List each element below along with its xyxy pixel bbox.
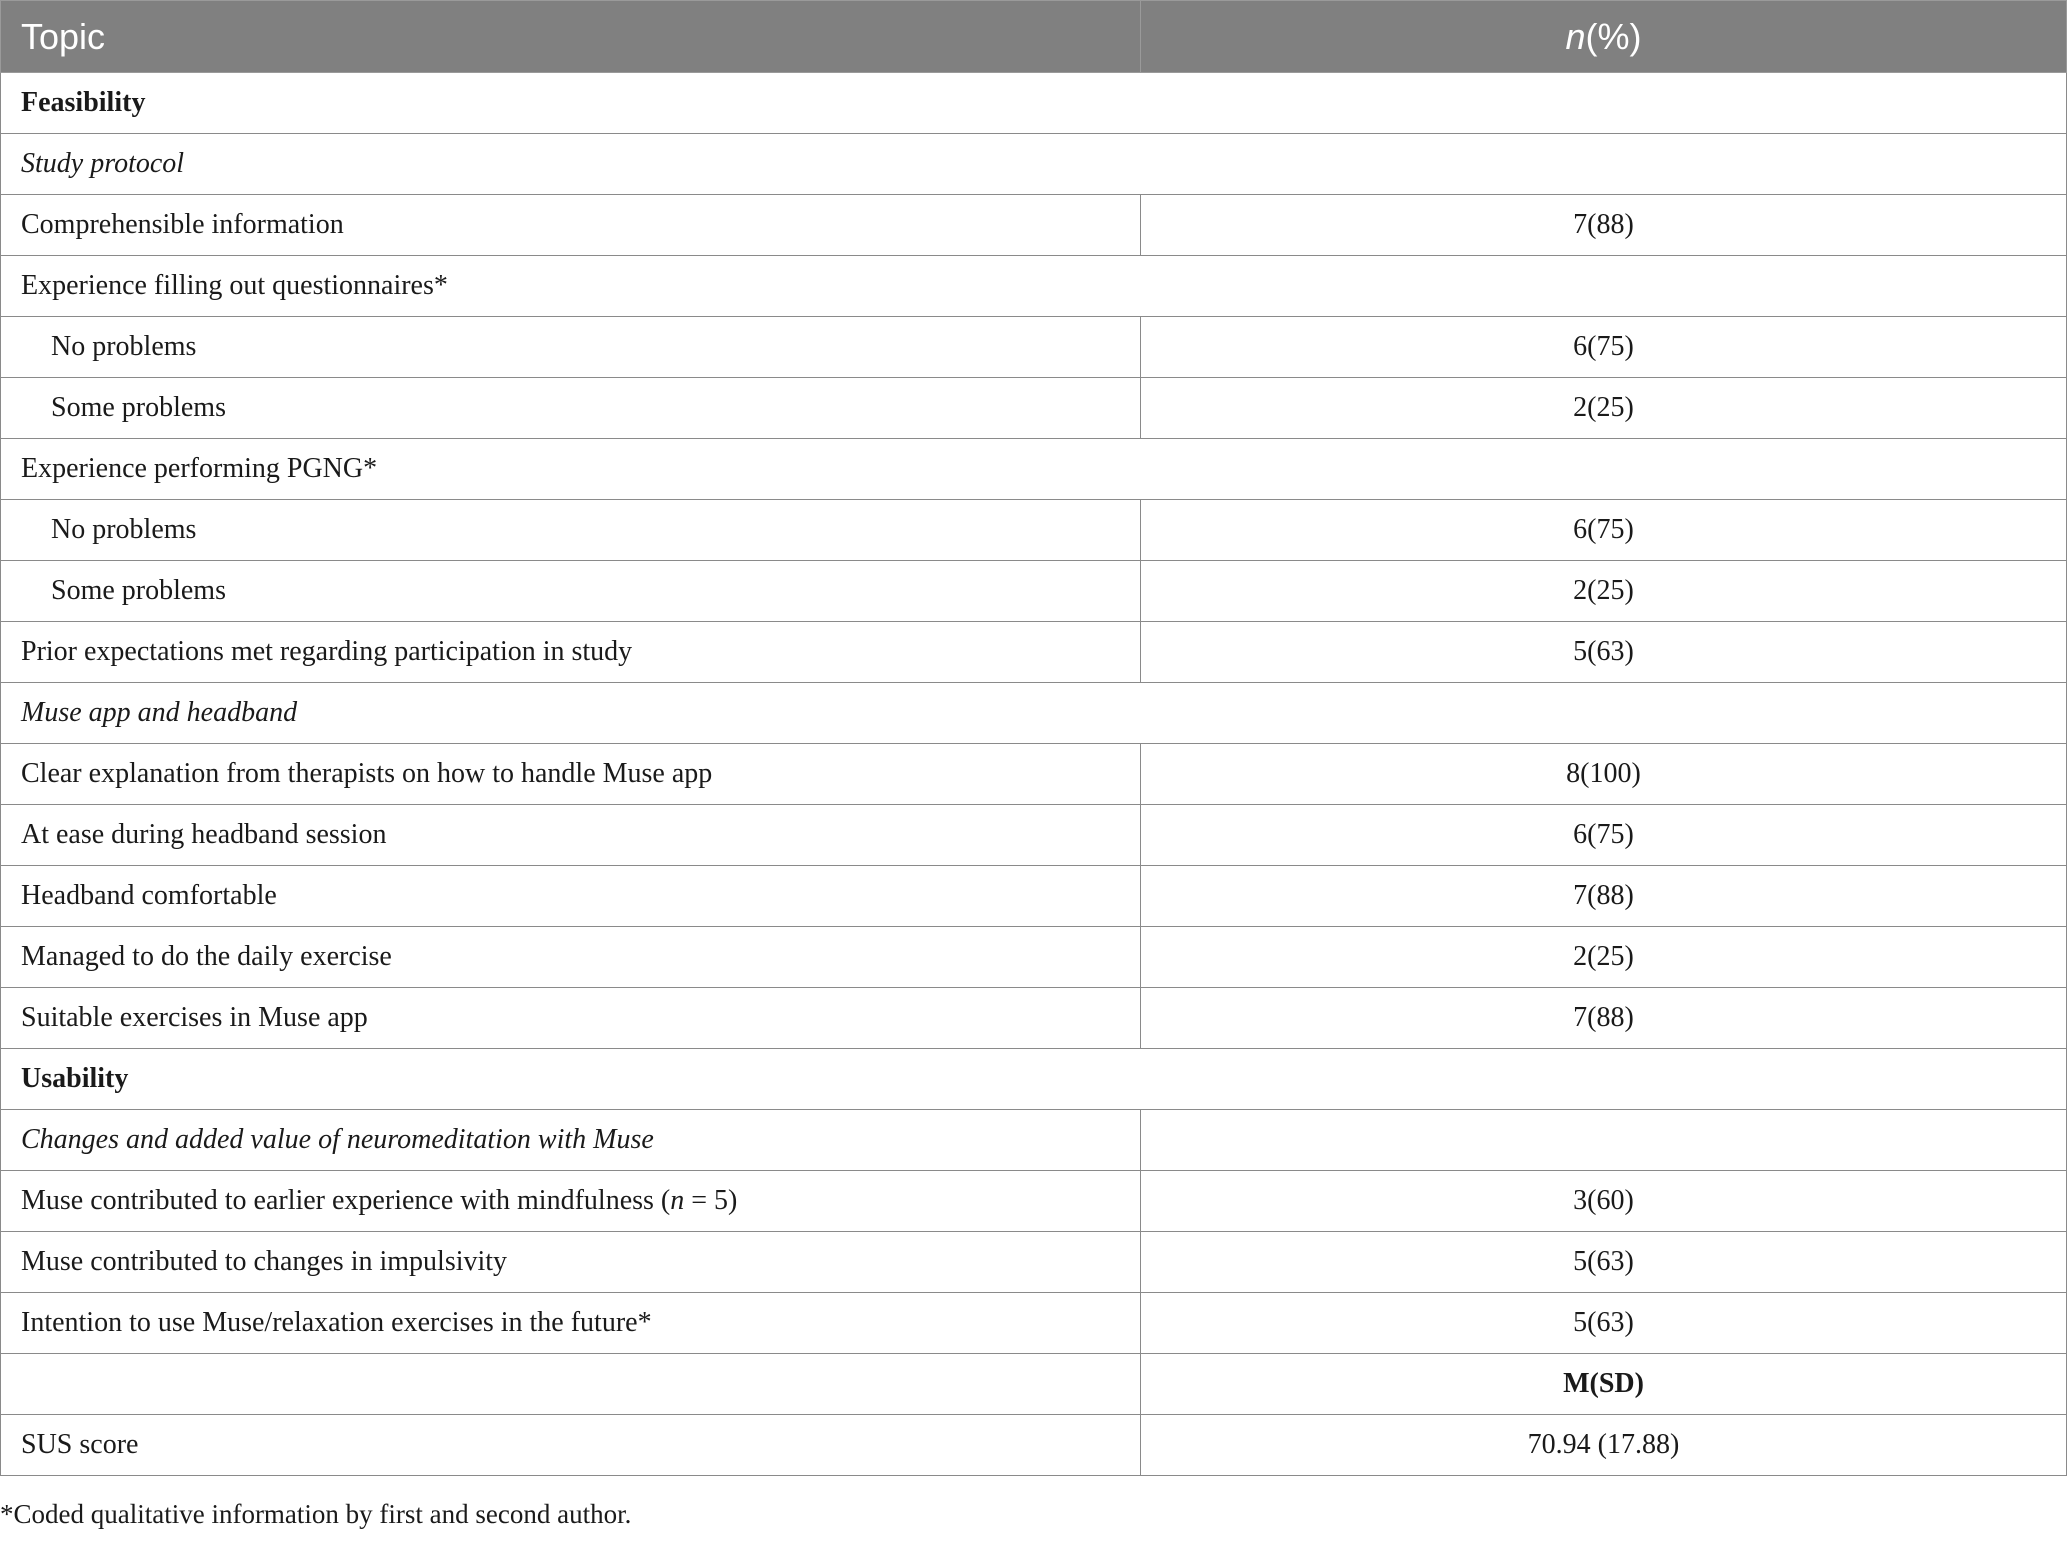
table-row xyxy=(1,1110,2067,1171)
table-row xyxy=(1,988,2067,1049)
column-header-percent: (%) xyxy=(1585,15,1642,57)
table-row xyxy=(1,744,2067,805)
row-label: SUS score xyxy=(1,1415,1141,1476)
row-value: 5(63) xyxy=(1141,1293,2067,1354)
row-label: Comprehensible information xyxy=(1,195,1141,256)
row-label: Muse contributed to changes in impulsivity xyxy=(1,1232,1141,1293)
table-row xyxy=(1,1232,2067,1293)
table-row xyxy=(1,378,2067,439)
table-row xyxy=(1,622,2067,683)
row-label: Prior expectations met regarding participation in study xyxy=(1,622,1141,683)
table-row xyxy=(1,1049,2067,1110)
table-row xyxy=(1,683,2067,744)
row-value: 8(100) xyxy=(1141,744,2067,805)
row-label-n: n xyxy=(670,1185,685,1216)
table-row xyxy=(1,134,2067,195)
row-value: 70.94 (17.88) xyxy=(1141,1415,2067,1476)
table-row xyxy=(1,195,2067,256)
row-label: Some problems xyxy=(1,561,1141,622)
subsection-heading: Changes and added value of neuromeditation with Muse xyxy=(1,1110,1141,1171)
row-label-text: Muse contributed to earlier experience with mindfulness ( xyxy=(21,1185,671,1216)
row-value: 3(60) xyxy=(1141,1171,2067,1232)
table-row xyxy=(1,927,2067,988)
table-row xyxy=(1,1293,2067,1354)
row-label: Managed to do the daily exercise xyxy=(1,927,1141,988)
row-value: 2(25) xyxy=(1141,378,2067,439)
column-header-n: n xyxy=(1565,15,1586,57)
column-header-topic: Topic xyxy=(1,1,1141,73)
row-label: Suitable exercises in Muse app xyxy=(1,988,1141,1049)
header-row xyxy=(1,1,2067,73)
row-label: Intention to use Muse/relaxation exercises in the future* xyxy=(1,1293,1141,1354)
row-label: Some problems xyxy=(1,378,1141,439)
subsection-heading: Study protocol xyxy=(1,134,2067,195)
group-label: Experience performing PGNG* xyxy=(1,439,2067,500)
row-label: Clear explanation from therapists on how to handle Muse app xyxy=(1,744,1141,805)
row-value: 5(63) xyxy=(1141,1232,2067,1293)
row-label xyxy=(1,1171,1141,1232)
section-heading: Feasibility xyxy=(1,73,2067,134)
table-row xyxy=(1,256,2067,317)
row-value: 6(75) xyxy=(1141,317,2067,378)
row-value: 5(63) xyxy=(1141,622,2067,683)
table-row xyxy=(1,500,2067,561)
row-label: No problems xyxy=(1,317,1141,378)
row-label: At ease during headband session xyxy=(1,805,1141,866)
row-label-text: = 5) xyxy=(684,1185,738,1216)
table-row xyxy=(1,73,2067,134)
row-value: 2(25) xyxy=(1141,927,2067,988)
table-row xyxy=(1,561,2067,622)
row-value: 6(75) xyxy=(1141,805,2067,866)
row-value: 6(75) xyxy=(1141,500,2067,561)
row-label xyxy=(1,1354,1141,1415)
subsection-heading: Muse app and headband xyxy=(1,683,2067,744)
row-value: 7(88) xyxy=(1141,195,2067,256)
table-row xyxy=(1,317,2067,378)
row-value: 7(88) xyxy=(1141,988,2067,1049)
table-footnote: *Coded qualitative information by first and second author. xyxy=(0,1499,632,1529)
row-value xyxy=(1141,1110,2067,1171)
table-row xyxy=(1,866,2067,927)
row-label: Headband comfortable xyxy=(1,866,1141,927)
group-label: Experience filling out questionnaires* xyxy=(1,256,2067,317)
table-row xyxy=(1,1354,2067,1415)
stat-header: M(SD) xyxy=(1141,1354,2067,1415)
table-row xyxy=(1,805,2067,866)
table-row xyxy=(1,1415,2067,1476)
table-row xyxy=(1,1171,2067,1232)
section-heading: Usability xyxy=(1,1049,2067,1110)
row-value: 7(88) xyxy=(1141,866,2067,927)
table-body xyxy=(1,73,2067,1476)
table-row xyxy=(1,439,2067,500)
row-value: 2(25) xyxy=(1141,561,2067,622)
row-label: No problems xyxy=(1,500,1141,561)
column-header-n-percent xyxy=(1141,1,2067,73)
table-header xyxy=(1,1,2067,73)
